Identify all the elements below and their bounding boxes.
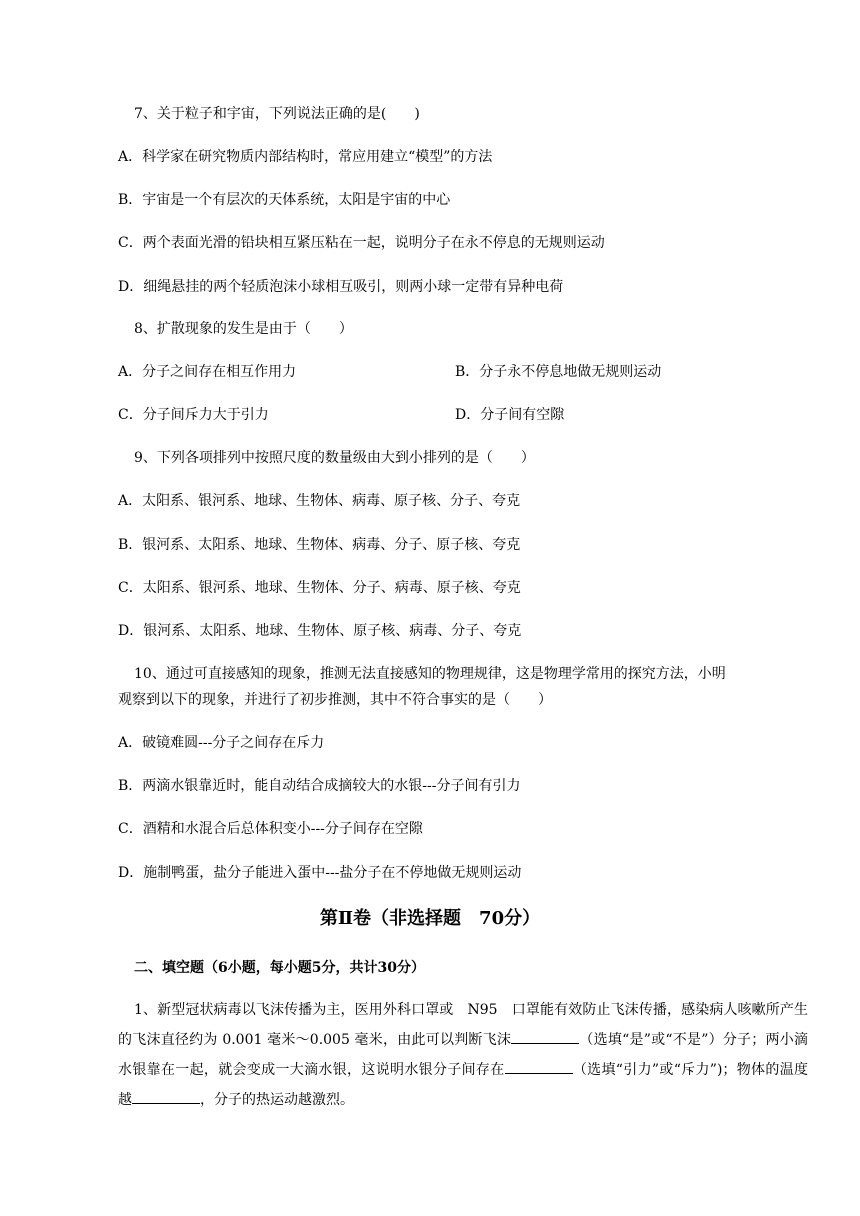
question-9-option-c: C．太阳系、银河系、地球、生物体、分子、病毒、原子核、夸克 [118,580,521,596]
part-2-heading: 第Ⅱ卷（非选择题 70分） [319,908,541,929]
question-10-stem-line2: 观察到以下的现象，并进行了初步推测，其中不符合事实的是（ ） [118,692,552,708]
answer-blank-2[interactable] [505,1057,573,1074]
question-10-stem-line1: 10、通过可直接感知的现象，推测无法直接感知的物理规律，这是物理学常用的探究方法，小明 [134,666,726,682]
fill-question-1-text-2: （选填“是”或“不是”）分子；两小滴水银靠在一起，就会变成一大滴水银，这说明水银分子间存在 [118,1032,808,1078]
question-8-stem: 8、扩散现象的发生是由于（ ） [134,321,353,337]
question-9-option-d: D．银河系、太阳系、地球、生物体、原子核、病毒、分子、夸克 [118,623,522,639]
answer-blank-3[interactable] [132,1087,200,1104]
question-7-stem: 7、关于粒子和宇宙，下列说法正确的是( ) [134,106,420,122]
question-7-option-c: C．两个表面光滑的铅块相互紧压粘在一起，说明分子在永不停息的无规则运动 [118,235,605,251]
fill-question-1-text-4: ，分子的热运动越激烈。 [200,1092,354,1108]
question-9-option-b: B．银河系、太阳系、地球、生物体、病毒、分子、原子核、夸克 [118,537,521,553]
question-7-option-d: D．细绳悬挂的两个轻质泡沫小球相互吸引，则两小球一定带有异种电荷 [118,279,564,295]
question-9-option-a: A．太阳系、银河系、地球、生物体、病毒、原子核、分子、夸克 [118,493,521,509]
fill-question-1 [118,995,808,1115]
fill-question-1-text-3: （选填“引力”或“斥力”)；物体的温度越 [118,1062,809,1108]
question-9-stem: 9、下列各项排列中按照尺度的数量级由大到小排列的是（ ） [134,450,535,466]
section-2-title: 二、填空题（6小题，每小题5分，共计30分） [134,960,425,976]
question-7-option-b: B．宇宙是一个有层次的天体系统，太阳是宇宙的中心 [118,192,451,208]
question-8-option-b: B．分子永不停息地做无规则运动 [455,364,662,380]
question-8-option-d: D．分子间有空隙 [455,407,565,423]
question-10-option-c: C．酒精和水混合后总体积变小---分子间存在空隙 [118,821,423,837]
question-10-option-b: B．两滴水银靠近时，能自动结合成摘较大的水银---分子间有引力 [118,778,521,794]
question-8-option-c: C．分子间斥力大于引力 [118,407,269,423]
question-7-option-a: A．科学家在研究物质内部结构时，常应用建立“模型”的方法 [118,149,493,165]
question-10-option-a: A．破镜难圆---分子之间存在斥力 [118,735,325,751]
fill-question-1-text-1: 1、新型冠状病毒以飞沫传播为主，医用外科口罩或 N95 口罩能有效防止飞沫传播，感染病人咳嗽所产生的飞沫直径约为 0.001 毫米～0.005 毫米，由此可以判断飞沫 [118,1002,808,1048]
question-8-option-a: A．分子之间存在相互作用力 [118,364,297,380]
answer-blank-1[interactable] [511,1027,579,1044]
question-10-option-d: D．施制鸭蛋，盐分子能进入蛋中---盐分子在不停地做无规则运动 [118,865,522,881]
